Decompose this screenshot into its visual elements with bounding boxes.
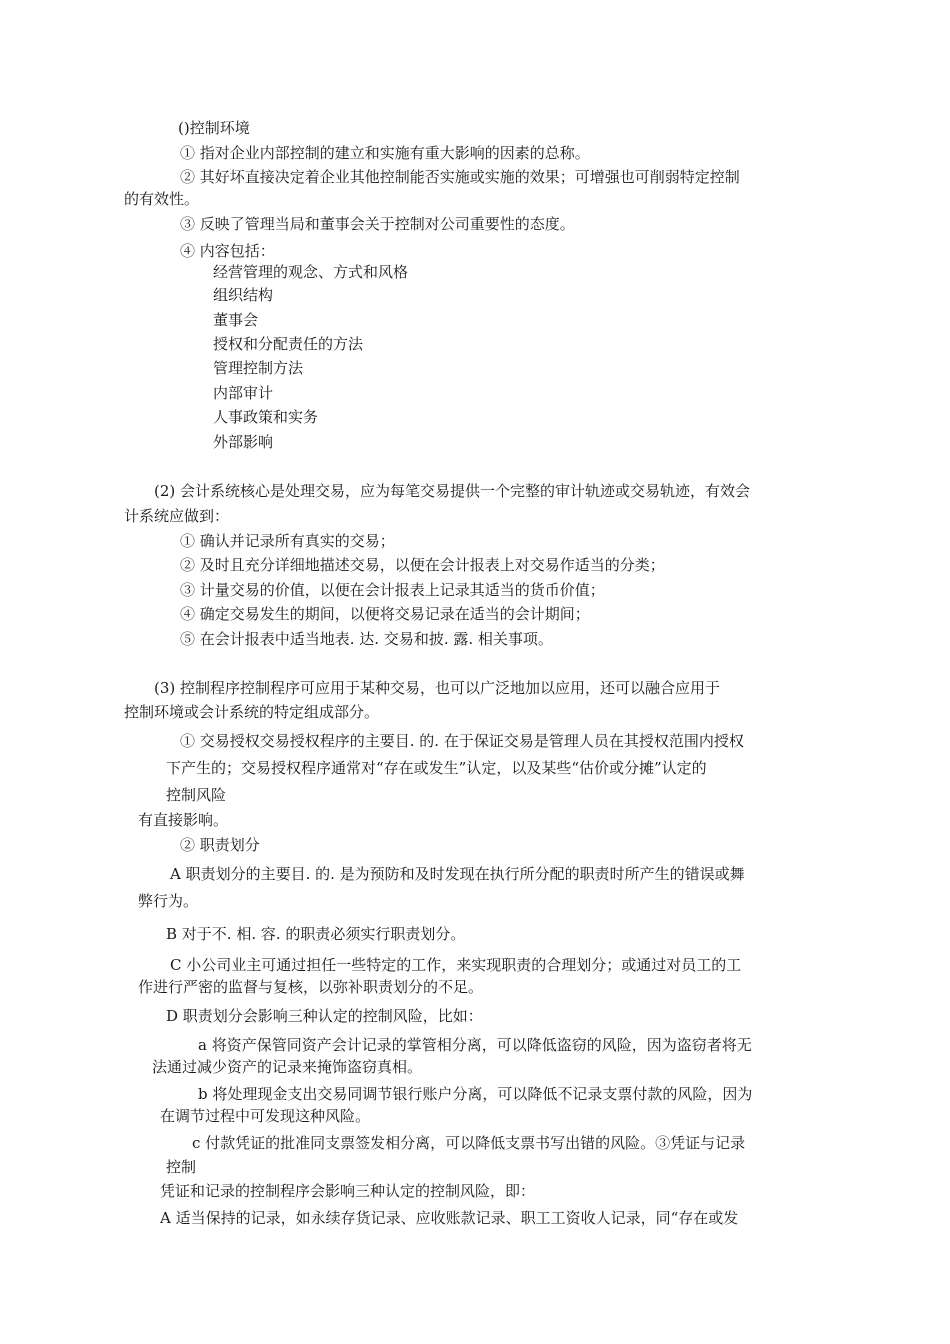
section2-item: ③ 计量交易的价值，以便在会计报表上记录其适当的货币价值；	[180, 581, 605, 599]
section1-point-2-line1: ② 其好坏直接决定着企业其他控制能否实施或实施的效果；可增强也可削弱特定控制	[180, 168, 740, 186]
section1-item: 管理控制方法	[213, 359, 304, 377]
section3-duty-heading: ② 职责划分	[180, 836, 260, 854]
section2-item: ① 确认并记录所有真实的交易；	[180, 532, 395, 550]
section3-duty-B: B 对于不. 相. 容. 的职责必须实行职责划分。	[166, 925, 466, 943]
section2-item: ② 及时且充分详细地描述交易，以便在会计报表上对交易作适当的分类；	[180, 556, 665, 574]
section3-duty-D: D 职责划分会影响三种认定的控制风险，比如：	[166, 1007, 483, 1025]
section3-duty-b-line1: b 将处理现金支出交易同调节银行账户分离，可以降低不记录支票付款的风险，因为	[198, 1085, 753, 1103]
section3-voucher-A: A 适当保持的记录，如永续存货记录、应收账款记录、职工工资收人记录，同“存在或发	[160, 1209, 739, 1227]
section3-duty-b-line2: 在调节过程中可发现这种风险。	[160, 1107, 371, 1125]
section2-item: ⑤ 在会计报表中适当地表. 达. 交易和披. 露. 相关事项。	[180, 630, 553, 648]
section3-duty-C-line1: C 小公司业主可通过担任一些特定的工作，来实现职责的合理划分；或通过对员工的工	[170, 956, 742, 974]
section1-title: ()控制环境	[178, 119, 250, 137]
section3-duty-A-line2: 弊行为。	[138, 892, 199, 910]
section2-intro-line2: 计系统应做到：	[124, 507, 230, 525]
section3-intro-line1: (3) 控制程序控制程序可应用于某种交易，也可以广泛地加以应用，还可以融合应用于	[154, 679, 721, 697]
section3-duty-a-line1: a 将资产保管同资产会计记录的掌管相分离，可以降低盗窃的风险，因为盗窃者将无	[198, 1036, 752, 1054]
section1-item: 外部影响	[213, 433, 274, 451]
section3-auth-line4: 有直接影响。	[138, 811, 229, 829]
section3-auth-line3: 控制风险	[166, 786, 227, 804]
section3-intro-line2: 控制环境或会计系统的特定组成部分。	[124, 703, 380, 721]
section3-duty-C-line2: 作进行严密的监督与复核，以弥补职责划分的不足。	[138, 978, 484, 996]
section2-item: ④ 确定交易发生的期间，以便将交易记录在适当的会计期间；	[180, 605, 590, 623]
section1-item: 组织结构	[213, 286, 274, 304]
section3-duty-A-line1: A 职责划分的主要目. 的. 是为预防和及时发现在执行所分配的职责时所产生的错误或舞	[170, 865, 745, 883]
section1-item: 人事政策和实务	[213, 408, 319, 426]
section1-point-4: ④ 内容包括：	[180, 242, 275, 260]
section3-duty-c-line1: c 付款凭证的批准同支票签发相分离，可以降低支票书写出错的风险。③凭证与记录	[192, 1134, 746, 1152]
section1-item: 内部审计	[213, 384, 274, 402]
section3-voucher-intro: 凭证和记录的控制程序会影响三种认定的控制风险，即：	[160, 1182, 536, 1200]
section2-intro-line1: (2) 会计系统核心是处理交易，应为每笔交易提供一个完整的审计轨迹或交易轨迹，有效会	[154, 482, 751, 500]
section1-item: 经营管理的观念、方式和风格	[213, 263, 409, 281]
section1-point-2-line2: 的有效性。	[124, 190, 200, 208]
section1-point-1: ① 指对企业内部控制的建立和实施有重大影响的因素的总称。	[180, 144, 590, 162]
section3-auth-line2: 下产生的；交易授权程序通常对“存在或发生”认定，以及某些“估价或分摊”认定的	[166, 759, 707, 777]
section1-item: 董事会	[213, 311, 259, 329]
section3-duty-a-line2: 法通过减少资产的记录来掩饰盗窃真相。	[152, 1058, 423, 1076]
section3-duty-c-line2: 控制	[166, 1158, 197, 1176]
section1-point-3: ③ 反映了管理当局和董事会关于控制对公司重要性的态度。	[180, 215, 575, 233]
section3-auth-line1: ① 交易授权交易授权程序的主要目. 的. 在于保证交易是管理人员在其授权范围内授权	[180, 732, 744, 750]
section1-item: 授权和分配责任的方法	[213, 335, 364, 353]
